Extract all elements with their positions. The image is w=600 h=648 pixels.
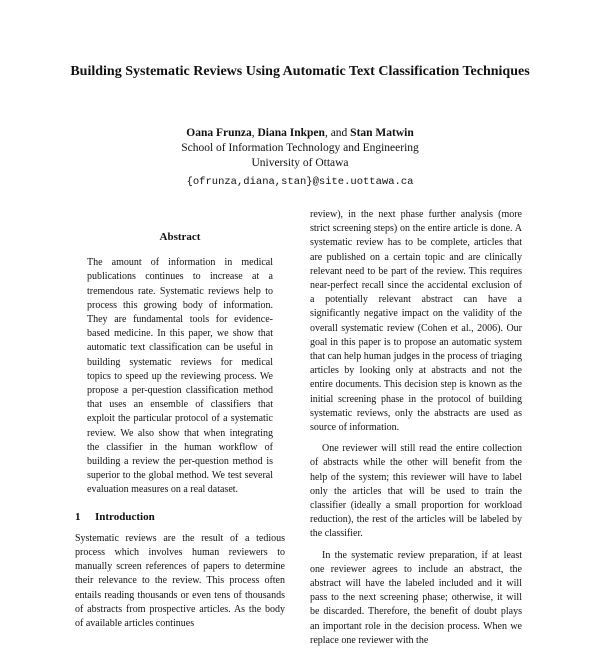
right-paragraph-2: One reviewer will still read the entire collection of abstracts while the other will benefit from the help of the system; this reviewer will have to label only the articles that will be used to train the classifier (ideally a small proportion for workload reduction), the rest of the articles will be labeled by the classifier. (310, 443, 522, 540)
right-paragraph-3: In the systematic review preparation, if at least one reviewer agrees to include an abstract, the abstract will have the labeled included and it will pass to the next screening phase; otherwise, it will be discarded. Therefore, the benefit of doubt plays an important role in the decision process. When we replace one reviewer with the (310, 549, 522, 646)
right-paragraph-1: review), in the next phase further analysis (more strict screening steps) on the entire article is done. A systematic review has to be complete, articles that are published on a certain topic and are clinically relevant need to be part of the review. This requires near-perfect recall since the accidental exclusion of a potentially relevant abstract can have a significantly negative impact on the validity of the overall systematic review (Cohen et al., 2006). Our goal in this paper is to propose an automatic system that can help human judges in the process of triaging articles by looking only at abstracts and not the entire documents. This decision step is known as the initial screening phase in the protocol of building systematic reviews, only the abstracts are used as source of information. (310, 209, 522, 434)
right-column (310, 208, 522, 648)
paper-title: Building Systematic Reviews Using Automatic Text Classification Techniques (70, 64, 530, 79)
author-email: {ofrunza,diana,stan}@site.uottawa.ca (186, 176, 414, 188)
introduction-heading (75, 510, 285, 524)
author-block (60, 126, 540, 190)
author-2: Diana Inkpen (257, 127, 325, 139)
section-number: 1 (75, 510, 81, 523)
affiliation: School of Information Technology and Engineering (181, 142, 419, 154)
introduction-text: Systematic reviews are the result of a tedious process which involves human reviewers to manually screen references of papers to determine their relevance to the review. This process often entails reading thousands or even tens of thousands of abstracts from prospective articles. As the body of available articles continues (75, 532, 285, 630)
abstract-text: The amount of information in medical publications continues to increase at a tremendous rate. Systematic reviews help to process this growing body of information. They are fundamental tools for evidence-based medicine. In this paper, we show that automatic text classification can be useful in building systematic reviews for medical topics to speed up the reviewing process. We propose a per-question classification method that uses an ensemble of classifiers that exploit the particular protocol of a systematic review. We also show that when integrating the classifier in the human workflow of building a review the per-question method is superior to the global method. We test several evaluation measures on a real dataset. (87, 257, 273, 496)
university: University of Ottawa (251, 157, 349, 169)
author-1: Oana Frunza (186, 127, 252, 139)
author-3: Stan Matwin (350, 127, 414, 139)
section-title-text: Introduction (95, 510, 155, 523)
abstract-heading: Abstract (159, 231, 201, 243)
left-column (75, 230, 285, 631)
author-names: Oana Frunza, Diana Inkpen, and Stan Matwin (186, 127, 414, 139)
author-and: and (330, 127, 348, 139)
